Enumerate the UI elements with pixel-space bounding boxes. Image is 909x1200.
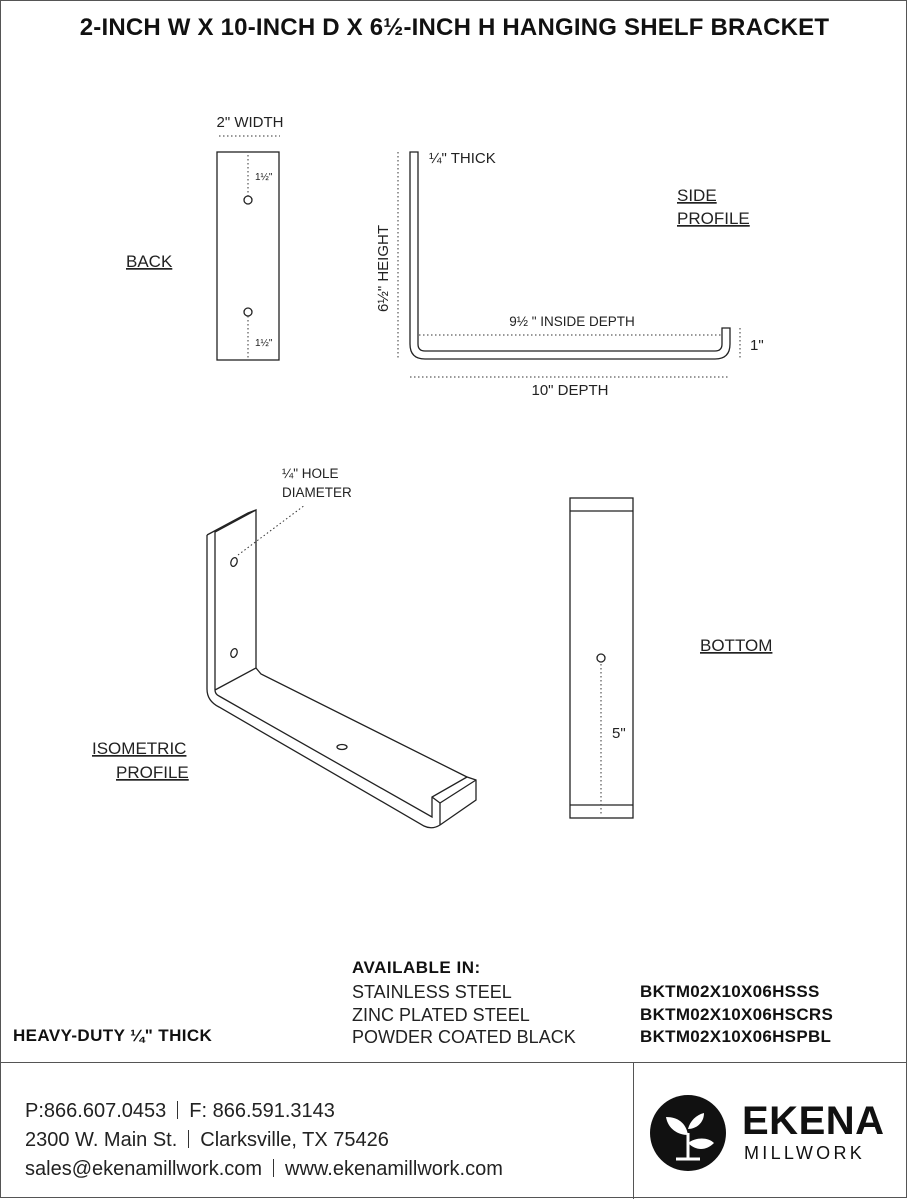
material-item: POWDER COATED BLACK bbox=[352, 1027, 576, 1047]
isometric-lip-edge bbox=[432, 780, 476, 803]
iso-floor-hole bbox=[337, 745, 347, 750]
back-view bbox=[126, 114, 284, 360]
side-profile-view bbox=[375, 150, 764, 399]
back-width-label: 2" WIDTH bbox=[216, 114, 284, 131]
material-item: ZINC PLATED STEEL bbox=[352, 1004, 530, 1025]
phone: P:866.607.0453 bbox=[25, 1100, 167, 1122]
top-hole-offset: 1½" bbox=[255, 172, 273, 183]
bottom-hole bbox=[597, 654, 605, 662]
brand-name: EKENA bbox=[742, 1099, 885, 1143]
website-link[interactable]: www.ekenamillwork.com bbox=[285, 1158, 503, 1180]
separator bbox=[188, 1130, 189, 1148]
inside-depth-label: 9½ " INSIDE DEPTH bbox=[509, 314, 635, 329]
isometric-outline bbox=[207, 510, 476, 828]
contact-address-row bbox=[25, 1126, 503, 1155]
iso-bottom-hole bbox=[230, 648, 239, 659]
brand-subtitle: MILLWORK bbox=[744, 1143, 866, 1163]
side-view-label-line1: SIDE bbox=[677, 186, 717, 205]
material-list bbox=[352, 981, 576, 1049]
iso-top-hole bbox=[230, 557, 239, 568]
street-address: 2300 W. Main St. bbox=[25, 1129, 178, 1151]
sku-item: BKTM02X10X06HSSS bbox=[640, 982, 820, 1001]
thickness-label: ¼" THICK bbox=[429, 150, 496, 167]
footer-divider bbox=[633, 1063, 634, 1199]
separator bbox=[273, 1159, 274, 1177]
height-label: 6½" HEIGHT bbox=[375, 224, 392, 312]
isometric-view bbox=[92, 466, 476, 828]
leaf-sprout-icon bbox=[650, 1093, 730, 1173]
footer bbox=[0, 1062, 907, 1198]
back-view-label: BACK bbox=[126, 252, 173, 271]
contact-info bbox=[25, 1097, 503, 1184]
sku-list bbox=[640, 981, 833, 1049]
hole-label-line1: ¼" HOLE bbox=[282, 466, 339, 481]
sku-item: BKTM02X10X06HSCRS bbox=[640, 1004, 834, 1024]
back-bottom-hole bbox=[244, 308, 252, 316]
contact-phone-row bbox=[25, 1097, 503, 1126]
contact-web-row bbox=[25, 1155, 503, 1184]
material-item: STAINLESS STEEL bbox=[352, 982, 512, 1002]
page-title: 2-INCH W X 10-INCH D X 6½-INCH H HANGING SHELF BRACKET bbox=[79, 14, 830, 41]
hole-label-line2: DIAMETER bbox=[282, 485, 352, 500]
email-link[interactable]: sales@ekenamillwork.com bbox=[25, 1158, 263, 1180]
bottom-view bbox=[570, 498, 772, 818]
depth-label: 10" DEPTH bbox=[531, 382, 609, 399]
bottom-view-label: BOTTOM bbox=[700, 636, 773, 655]
brand-logo bbox=[650, 1093, 900, 1173]
bottom-plate bbox=[570, 498, 633, 818]
isometric-view-label-line1: ISOMETRIC bbox=[92, 739, 187, 758]
bottom-hole-offset: 1½" bbox=[255, 338, 273, 349]
city-address: Clarksville, TX 75426 bbox=[200, 1129, 389, 1151]
bottom-hole-offset: 5" bbox=[612, 725, 626, 742]
back-top-hole bbox=[244, 196, 252, 204]
sku-item: BKTM02X10X06HSPBL bbox=[640, 1027, 832, 1046]
isometric-floor-edge bbox=[256, 668, 467, 777]
fax: F: 866.591.3143 bbox=[189, 1100, 335, 1122]
isometric-view-label-line2: PROFILE bbox=[116, 763, 189, 782]
lip-label: 1" bbox=[750, 337, 764, 354]
availability-heading: AVAILABLE IN: bbox=[352, 958, 481, 977]
heavy-duty-feature: HEAVY-DUTY ¼" THICK bbox=[13, 1026, 213, 1045]
separator bbox=[177, 1101, 178, 1119]
side-view-label-line2: PROFILE bbox=[677, 209, 750, 228]
